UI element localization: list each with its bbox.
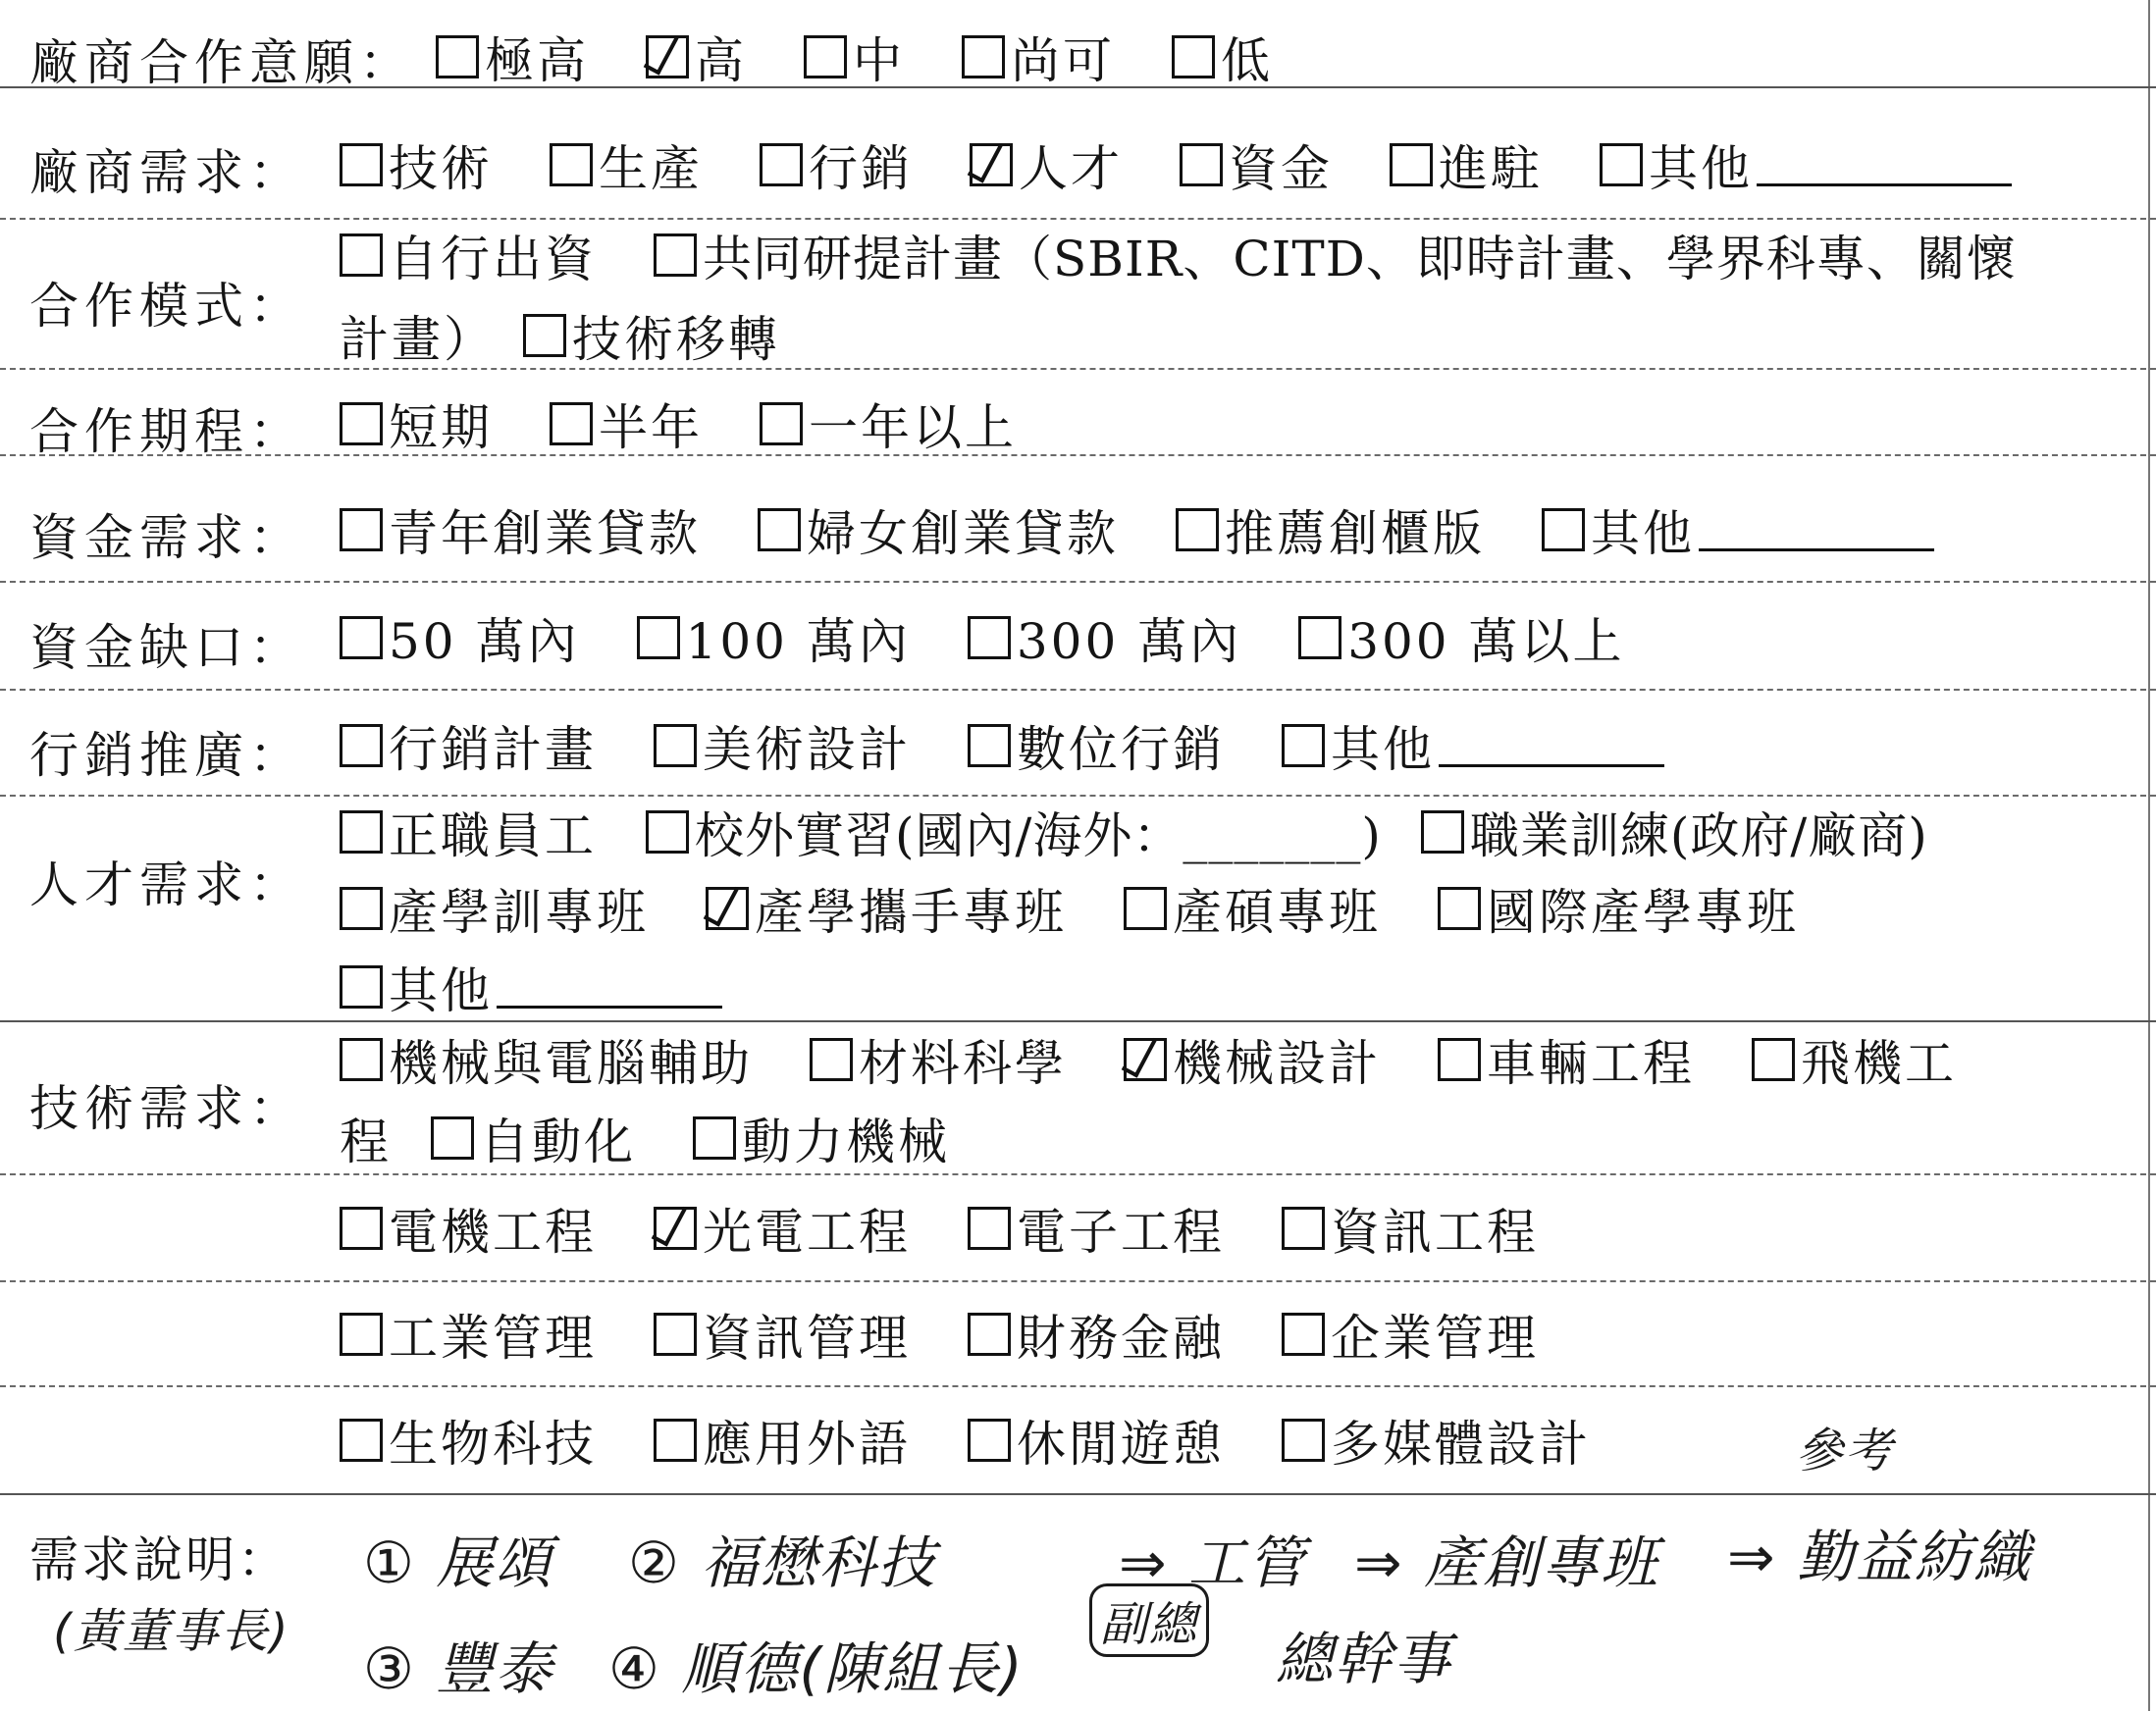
tech-line4 xyxy=(340,1299,1596,1370)
checkbox-option[interactable]: 飛機工 xyxy=(1752,1024,1957,1095)
checkbox-option[interactable]: 國際產學專班 xyxy=(1438,873,1799,944)
checkbox-option[interactable]: 行銷 xyxy=(760,130,913,200)
fund-need-options xyxy=(340,494,1934,565)
checkbox[interactable] xyxy=(340,1207,383,1250)
checkbox-option[interactable]: 校外實習(國內/海外：_______) xyxy=(646,797,1382,867)
fund-need-label: 資金需求： xyxy=(29,509,304,566)
checkbox-option[interactable]: 其他 xyxy=(1282,710,1664,781)
checkbox-option[interactable]: 技術移轉 xyxy=(523,300,780,371)
handwritten-note: ⇒ 產創專班 xyxy=(1354,1530,1660,1596)
checkbox-option[interactable]: 50 萬內 xyxy=(340,602,580,673)
handwritten-note: ④ 順德(陳組長) xyxy=(608,1635,1025,1702)
checkbox[interactable] xyxy=(760,143,803,186)
checkbox-option[interactable]: 其他 xyxy=(1542,494,1934,565)
checkbox-option[interactable]: 動力機械 xyxy=(693,1103,950,1173)
checkbox-option[interactable]: 高 xyxy=(646,22,747,92)
checkbox-option[interactable]: 機械與電腦輔助 xyxy=(340,1024,753,1095)
checkbox[interactable] xyxy=(340,810,383,854)
handwritten-note: (黃董事長) xyxy=(53,1604,290,1659)
checkbox[interactable] xyxy=(340,143,383,186)
checkbox[interactable] xyxy=(804,35,847,78)
checkbox[interactable] xyxy=(550,402,593,445)
checkbox[interactable] xyxy=(968,1419,1011,1462)
checkbox-option[interactable]: 進駐 xyxy=(1390,130,1543,200)
tech-continuation: 程 xyxy=(340,1114,392,1170)
tech-label: 技術需求： xyxy=(29,1080,304,1137)
checkbox-option[interactable]: 生物科技 xyxy=(340,1405,597,1476)
mode-label: 合作模式： xyxy=(29,278,304,335)
checkbox-option[interactable]: 自行出資 xyxy=(340,220,597,290)
period-label: 合作期程： xyxy=(29,403,304,460)
checkbox-option[interactable]: 極高 xyxy=(436,22,589,92)
other-blank[interactable] xyxy=(1699,509,1934,551)
checkbox-checked[interactable] xyxy=(970,143,1013,186)
other-blank[interactable] xyxy=(1439,725,1664,767)
checkbox[interactable] xyxy=(654,1419,697,1462)
checkbox-option[interactable]: 數位行銷 xyxy=(968,710,1225,781)
checkbox[interactable] xyxy=(968,1207,1011,1250)
row-divider xyxy=(0,1280,2156,1282)
checkbox-option[interactable]: 休閒遊憩 xyxy=(968,1405,1225,1476)
checkbox[interactable] xyxy=(968,616,1011,659)
checkbox-option[interactable]: 職業訓練(政府/廠商) xyxy=(1421,797,1928,867)
checkbox-option[interactable]: 資訊管理 xyxy=(654,1299,911,1370)
checkbox[interactable] xyxy=(654,724,697,767)
handwritten-note: ① 展頌 xyxy=(363,1530,554,1596)
checkbox-option[interactable]: 行銷計畫 xyxy=(340,710,597,781)
checkbox[interactable] xyxy=(654,233,697,277)
checkbox[interactable] xyxy=(637,616,680,659)
marketing-label: 行銷推廣： xyxy=(29,727,304,784)
remarks-label: 需求說明： xyxy=(29,1531,289,1588)
checkbox-checked[interactable] xyxy=(654,1207,697,1250)
checkbox[interactable] xyxy=(1298,616,1341,659)
checkbox[interactable] xyxy=(1176,508,1219,551)
row-divider xyxy=(0,581,2156,583)
checkbox-option[interactable]: 人才 xyxy=(970,130,1123,200)
talent-line1 xyxy=(340,797,1928,867)
checkbox[interactable] xyxy=(962,35,1005,78)
checkbox[interactable] xyxy=(340,887,383,930)
checkbox-option[interactable]: 低 xyxy=(1172,22,1273,92)
checkbox[interactable] xyxy=(1752,1038,1795,1081)
checkbox[interactable] xyxy=(340,233,383,277)
willingness-options xyxy=(436,22,1330,92)
checkbox[interactable] xyxy=(1421,810,1464,854)
checkbox-option[interactable]: 材料科學 xyxy=(810,1024,1067,1095)
checkbox[interactable] xyxy=(340,1038,383,1081)
checkbox-option[interactable]: 生產 xyxy=(550,130,703,200)
checkbox-option[interactable]: 青年創業貸款 xyxy=(340,494,701,565)
mode-line1 xyxy=(340,220,2017,290)
checkbox[interactable] xyxy=(760,402,803,445)
row-divider xyxy=(0,1493,2156,1495)
checkbox[interactable] xyxy=(1282,724,1325,767)
checkbox-option[interactable]: 車輛工程 xyxy=(1438,1024,1695,1095)
talent-line3 xyxy=(340,952,779,1022)
checkbox-option[interactable]: 工業管理 xyxy=(340,1299,597,1370)
handwritten-note: ⇒ 工管 xyxy=(1119,1530,1307,1596)
checkbox[interactable] xyxy=(1390,143,1433,186)
handwritten-note: 參考 xyxy=(1796,1424,1895,1478)
checkbox-checked[interactable] xyxy=(646,35,689,78)
mode-line2 xyxy=(340,300,837,371)
period-options xyxy=(340,389,1074,459)
checkbox[interactable] xyxy=(1282,1313,1325,1356)
tech-line5 xyxy=(340,1405,1648,1476)
checkbox-option[interactable]: 財務金融 xyxy=(968,1299,1225,1370)
checkbox[interactable] xyxy=(968,1313,1011,1356)
checkbox[interactable] xyxy=(810,1038,853,1081)
checkbox-option[interactable]: 美術設計 xyxy=(654,710,911,781)
handwritten-note: ③ 豐泰 xyxy=(363,1635,554,1702)
needs-options xyxy=(340,130,2012,200)
checkbox-option[interactable]: 產學攜手專班 xyxy=(706,873,1067,944)
checkbox-option[interactable]: 資訊工程 xyxy=(1282,1193,1539,1264)
fund-gap-label: 資金缺口： xyxy=(29,619,304,676)
checkbox[interactable] xyxy=(1180,143,1223,186)
checkbox-option[interactable]: 產學訓專班 xyxy=(340,873,649,944)
tech-line1 xyxy=(340,1024,1957,1095)
handwritten-note: 副總 xyxy=(1089,1583,1209,1657)
other-blank[interactable] xyxy=(1757,144,2012,186)
checkbox[interactable] xyxy=(1438,1038,1481,1081)
handwritten-note: 總幹事 xyxy=(1276,1626,1453,1692)
checkbox-option[interactable]: 300 萬內 xyxy=(968,602,1241,673)
checkbox[interactable] xyxy=(1282,1207,1325,1250)
willingness-label: 廠商合作意願： xyxy=(29,34,414,91)
checkbox-checked[interactable] xyxy=(1124,1038,1167,1081)
checkbox-option[interactable]: 100 萬內 xyxy=(637,602,911,673)
checkbox[interactable] xyxy=(431,1116,474,1160)
checkbox[interactable] xyxy=(340,616,383,659)
checkbox[interactable] xyxy=(654,1313,697,1356)
checkbox[interactable] xyxy=(758,508,801,551)
row-divider xyxy=(0,368,2156,370)
fund-gap-options xyxy=(340,602,1682,673)
mode-continuation: 計畫） xyxy=(340,311,496,368)
row-divider xyxy=(0,689,2156,691)
talent-line2 xyxy=(340,873,1856,944)
checkbox[interactable] xyxy=(340,724,383,767)
checkbox-option[interactable]: 半年 xyxy=(550,389,703,459)
checkbox-option[interactable]: 300 萬以上 xyxy=(1298,602,1624,673)
other-blank[interactable] xyxy=(497,966,722,1009)
checkbox-option[interactable]: 光電工程 xyxy=(654,1193,911,1264)
checkbox-option[interactable]: 尚可 xyxy=(962,22,1115,92)
checkbox[interactable] xyxy=(340,402,383,445)
talent-label: 人才需求： xyxy=(29,856,304,913)
checkbox-option[interactable]: 共同研提計畫（SBIR、CITD、即時計畫、學界科專、關懷 xyxy=(654,220,2017,290)
row-divider xyxy=(0,1173,2156,1175)
row-divider xyxy=(0,454,2156,456)
checkbox-option[interactable]: 資金 xyxy=(1180,130,1333,200)
checkbox[interactable] xyxy=(550,143,593,186)
tech-line2 xyxy=(340,1103,1007,1173)
checkbox-option[interactable]: 婦女創業貸款 xyxy=(758,494,1119,565)
checkbox[interactable] xyxy=(1600,143,1643,186)
checkbox-option[interactable]: 機械設計 xyxy=(1124,1024,1381,1095)
checkbox-option[interactable]: 一年以上 xyxy=(760,389,1017,459)
checkbox-option[interactable]: 短期 xyxy=(340,389,493,459)
needs-label: 廠商需求： xyxy=(29,144,304,201)
checkbox-option[interactable]: 企業管理 xyxy=(1282,1299,1539,1370)
checkbox[interactable] xyxy=(968,724,1011,767)
checkbox[interactable] xyxy=(1542,508,1585,551)
checkbox[interactable] xyxy=(523,314,566,357)
checkbox[interactable] xyxy=(693,1116,736,1160)
checkbox[interactable] xyxy=(1438,887,1481,930)
checkbox-option[interactable]: 推薦創櫃版 xyxy=(1176,494,1485,565)
checkbox[interactable] xyxy=(436,35,479,78)
checkbox[interactable] xyxy=(646,810,689,854)
checkbox-option[interactable]: 產碩專班 xyxy=(1124,873,1381,944)
right-border xyxy=(2148,0,2150,1711)
checkbox[interactable] xyxy=(340,965,383,1009)
checkbox[interactable] xyxy=(340,1419,383,1462)
checkbox-option[interactable]: 技術 xyxy=(340,130,493,200)
row-divider xyxy=(0,1020,2156,1022)
checkbox-option[interactable]: 其他 xyxy=(340,952,722,1022)
checkbox[interactable] xyxy=(340,1313,383,1356)
checkbox-option[interactable]: 電機工程 xyxy=(340,1193,597,1264)
handwritten-note: ⇒ 勤益紡織 xyxy=(1727,1524,2033,1590)
checkbox-option[interactable]: 自動化 xyxy=(431,1103,636,1173)
tech-line3 xyxy=(340,1193,1596,1264)
handwritten-note: ② 福懋科技 xyxy=(628,1530,937,1596)
checkbox-option[interactable]: 多媒體設計 xyxy=(1282,1405,1591,1476)
checkbox-option[interactable]: 其他 xyxy=(1600,130,2012,200)
checkbox[interactable] xyxy=(1172,35,1215,78)
checkbox[interactable] xyxy=(340,508,383,551)
checkbox-checked[interactable] xyxy=(706,887,749,930)
checkbox-option[interactable]: 應用外語 xyxy=(654,1405,911,1476)
checkbox-option[interactable]: 正職員工 xyxy=(340,797,597,867)
checkbox[interactable] xyxy=(1282,1419,1325,1462)
checkbox[interactable] xyxy=(1124,887,1167,930)
checkbox-option[interactable]: 電子工程 xyxy=(968,1193,1225,1264)
marketing-options xyxy=(340,710,1664,781)
checkbox-option[interactable]: 中 xyxy=(804,22,905,92)
row-divider xyxy=(0,1385,2156,1387)
